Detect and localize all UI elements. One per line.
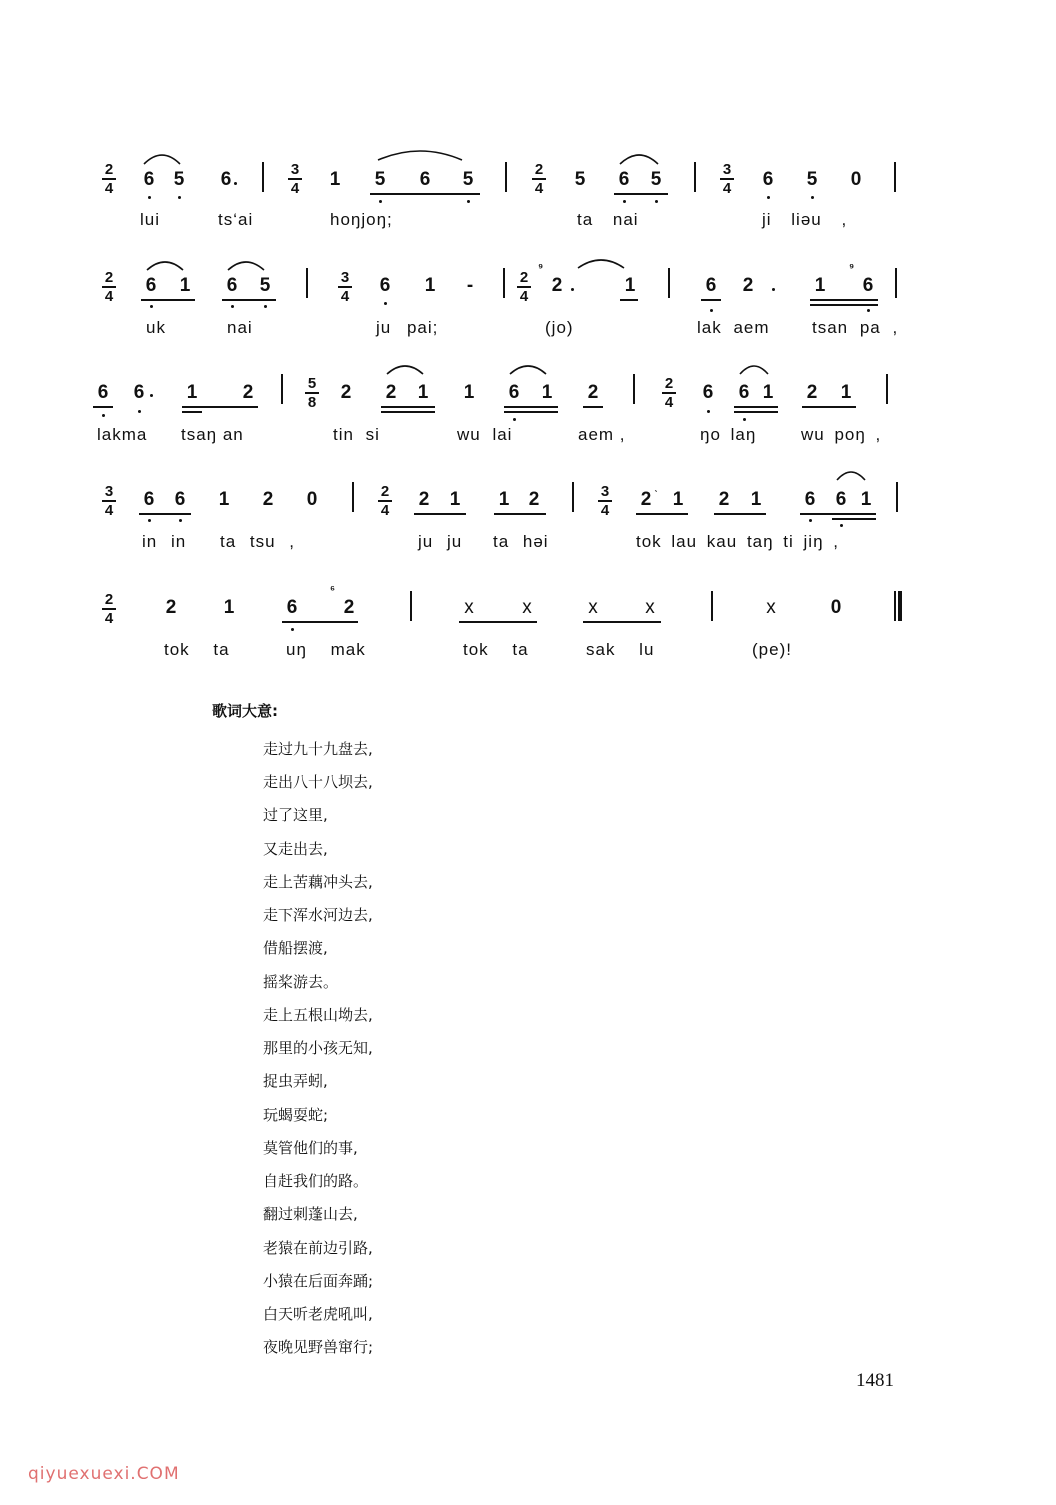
note: 5: [259, 275, 271, 296]
meaning-line: 过了这里,: [263, 806, 328, 824]
slur: [376, 148, 464, 162]
barline: [306, 268, 308, 298]
low-dot: [150, 305, 153, 308]
slur: [508, 362, 548, 376]
lyric: in in: [142, 532, 187, 551]
note: 1: [541, 382, 553, 403]
low-dot: [811, 196, 814, 199]
note: 5: [374, 169, 386, 190]
barline: [886, 374, 888, 404]
underline: [182, 411, 202, 413]
underline: [93, 406, 113, 408]
underline: [701, 299, 721, 301]
note: 6: [835, 489, 847, 510]
page-number: 1481: [856, 1370, 894, 1391]
note: 0: [850, 169, 862, 190]
slur: [385, 362, 425, 376]
note: 5: [173, 169, 185, 190]
final-barline-thin: [894, 591, 896, 621]
meaning-line: 借船摆渡,: [263, 939, 328, 957]
lyric: wu poŋ ,: [801, 425, 882, 444]
barline: [894, 162, 896, 192]
meaning-line: 白天听老虎吼叫,: [263, 1305, 373, 1323]
note: 6: [379, 275, 391, 296]
time-signature: 2 4: [100, 592, 118, 626]
meaning-line: 捉虫弄蚓,: [263, 1072, 328, 1090]
note: 2: [528, 489, 540, 510]
low-dot: [231, 305, 234, 308]
underline: [832, 518, 876, 520]
lyric: (pe)!: [752, 640, 792, 659]
note: 1: [814, 275, 826, 296]
meaning-line: 摇桨游去。: [263, 973, 339, 991]
low-dot: [102, 414, 105, 417]
underline: [636, 513, 688, 515]
lyric: tin si: [333, 425, 380, 444]
low-dot: [840, 524, 843, 527]
meaning-line: 小猿在后面奔踊;: [263, 1272, 374, 1290]
note: x: [645, 597, 655, 618]
lyric: lak aem: [697, 318, 770, 337]
augmentation-dot: [571, 288, 574, 291]
lyric: tok lau kau taŋ ti jiŋ ,: [636, 532, 839, 551]
low-dot: [809, 519, 812, 522]
underline: [504, 411, 558, 413]
note: 2: [551, 275, 563, 296]
underline: [282, 621, 358, 623]
time-signature: 3 4: [718, 162, 736, 196]
grace-note: ⁹: [538, 262, 544, 274]
lyric: aem ,: [578, 425, 626, 444]
note: 1: [860, 489, 872, 510]
lyric: tsaŋ an: [181, 425, 244, 444]
underline: [810, 304, 878, 306]
underline: [734, 406, 778, 408]
time-signature: 5 8: [303, 376, 321, 410]
slur: [142, 150, 182, 166]
underline: [494, 513, 546, 515]
time-signature: 2 4: [515, 270, 533, 304]
time-signature: 2 4: [530, 162, 548, 196]
time-signature: 2 4: [100, 162, 118, 196]
underline: [459, 621, 537, 623]
meaning-line: 走下浑水河边去,: [263, 906, 373, 924]
meaning-line: 又走出去,: [263, 840, 328, 858]
barline: [668, 268, 670, 298]
meaning-line: 那里的小孩无知,: [263, 1039, 373, 1057]
note: 1: [672, 489, 684, 510]
note: 1: [417, 382, 429, 403]
note: 1: [179, 275, 191, 296]
underline: [222, 299, 276, 301]
note: 2: [806, 382, 818, 403]
note: 5: [650, 169, 662, 190]
final-barline-thick: [898, 591, 902, 621]
note: 2: [640, 489, 652, 510]
underline: [614, 193, 668, 195]
lyric: wu lai: [457, 425, 513, 444]
lyric: (jo): [545, 318, 574, 337]
note: 6: [97, 382, 109, 403]
note: 1: [186, 382, 198, 403]
note: 1: [223, 597, 235, 618]
note: 1: [329, 169, 341, 190]
slur: [576, 256, 626, 270]
underline: [381, 406, 435, 408]
lyric: lui: [140, 210, 161, 229]
barline: [352, 482, 354, 512]
note: 6: [762, 169, 774, 190]
barline: [572, 482, 574, 512]
meaning-line: 自赶我们的路。: [263, 1172, 369, 1190]
lyric: ŋo laŋ: [700, 425, 757, 444]
note: 2: [340, 382, 352, 403]
low-dot: [710, 309, 713, 312]
time-signature: 3 4: [596, 484, 614, 518]
low-dot: [148, 196, 151, 199]
lyric: hoŋjoŋ;: [330, 210, 393, 229]
note: 6: [705, 275, 717, 296]
note: 6: [702, 382, 714, 403]
underline: [583, 406, 603, 408]
underline: [139, 513, 191, 515]
note: 1: [449, 489, 461, 510]
lyric: ju ju: [418, 532, 463, 551]
lyric: ta həi: [493, 532, 549, 551]
underline: [734, 411, 778, 413]
meaning-line: 翻过刺蓬山去,: [263, 1205, 358, 1223]
note: x: [522, 597, 532, 618]
grace-note: ⁹: [849, 262, 855, 274]
note: 1: [498, 489, 510, 510]
meaning-line: 走上五根山坳去,: [263, 1006, 373, 1024]
note: 1: [218, 489, 230, 510]
note: 6: [862, 275, 874, 296]
low-dot: [707, 410, 710, 413]
barline: [633, 374, 635, 404]
underline: [504, 406, 558, 408]
low-dot: [467, 200, 470, 203]
note: -: [466, 275, 474, 296]
lyric: tok ta: [164, 640, 230, 659]
note: 5: [462, 169, 474, 190]
lyric: lakma: [97, 425, 148, 444]
note: 1: [840, 382, 852, 403]
barline: [281, 374, 283, 404]
note: 6: [220, 169, 232, 190]
grace-mark: ˋ: [654, 488, 658, 502]
time-signature: 3 4: [100, 484, 118, 518]
note: 2: [262, 489, 274, 510]
lyric: sak lu: [586, 640, 655, 659]
note: 2: [165, 597, 177, 618]
barline: [694, 162, 696, 192]
lyric: tok ta: [463, 640, 529, 659]
barline: [895, 268, 897, 298]
low-dot: [767, 196, 770, 199]
barline: [262, 162, 264, 192]
note: 6: [419, 169, 431, 190]
grace-note: ⁶: [330, 584, 336, 596]
low-dot: [178, 196, 181, 199]
underline: [810, 299, 878, 301]
barline: [505, 162, 507, 192]
time-signature: 2 4: [100, 270, 118, 304]
low-dot: [384, 302, 387, 305]
barline: [410, 591, 412, 621]
note: 2: [385, 382, 397, 403]
note: 2: [587, 382, 599, 403]
lyrics-meaning-title: 歌词大意:: [212, 702, 278, 720]
slur: [835, 468, 867, 482]
note: 0: [306, 489, 318, 510]
lyric: ts‘ai: [218, 210, 254, 229]
barline: [896, 482, 898, 512]
low-dot: [291, 628, 294, 631]
low-dot: [138, 410, 141, 413]
meaning-line: 莫管他们的事,: [263, 1139, 358, 1157]
note: 1: [624, 275, 636, 296]
underline: [370, 193, 480, 195]
underline: [381, 411, 435, 413]
meaning-line: 走过九十九盘去,: [263, 740, 373, 758]
lyric: ji liəu ,: [762, 210, 848, 229]
note: 6: [174, 489, 186, 510]
note: 6: [143, 169, 155, 190]
note: 6: [738, 382, 750, 403]
note: 6: [508, 382, 520, 403]
meaning-line: 走上苦藕冲头去,: [263, 873, 373, 891]
time-signature: 2 4: [376, 484, 394, 518]
meaning-line: 夜晚见野兽窜行;: [263, 1338, 374, 1356]
slur: [618, 150, 660, 166]
note: x: [588, 597, 598, 618]
underline: [620, 299, 638, 301]
augmentation-dot: [234, 182, 237, 185]
watermark: qiyuexuexi.COM: [28, 1464, 180, 1484]
low-dot: [655, 200, 658, 203]
note: 0: [830, 597, 842, 618]
slur: [145, 258, 185, 272]
low-dot: [148, 519, 151, 522]
low-dot: [379, 200, 382, 203]
lyric: uk: [146, 318, 166, 337]
note: 6: [804, 489, 816, 510]
meaning-line: 走出八十八坝去,: [263, 773, 373, 791]
note: 2: [718, 489, 730, 510]
note: 6: [133, 382, 145, 403]
underline: [802, 406, 856, 408]
note: 1: [424, 275, 436, 296]
note: 2: [343, 597, 355, 618]
note: 1: [750, 489, 762, 510]
note: 6: [286, 597, 298, 618]
lyric: ju pai;: [376, 318, 439, 337]
barline: [503, 268, 505, 298]
meaning-line: 玩蝎耍蛇;: [263, 1106, 329, 1124]
note: 6: [226, 275, 238, 296]
note: 1: [762, 382, 774, 403]
underline: [414, 513, 466, 515]
underline: [182, 406, 258, 408]
note: 2: [418, 489, 430, 510]
low-dot: [179, 519, 182, 522]
time-signature: 3 4: [286, 162, 304, 196]
augmentation-dot: [772, 288, 775, 291]
slur: [226, 258, 266, 272]
underline: [714, 513, 766, 515]
meaning-line: 老猿在前边引路,: [263, 1239, 373, 1257]
augmentation-dot: [150, 394, 153, 397]
lyric: uŋ mak: [286, 640, 366, 659]
note: 5: [574, 169, 586, 190]
underline: [800, 513, 876, 515]
note: 6: [143, 489, 155, 510]
slur: [738, 362, 770, 376]
low-dot: [264, 305, 267, 308]
barline: [711, 591, 713, 621]
low-dot: [743, 418, 746, 421]
lyric: nai: [227, 318, 253, 337]
low-dot: [513, 418, 516, 421]
time-signature: 2 4: [660, 376, 678, 410]
note: 2: [742, 275, 754, 296]
underline: [141, 299, 195, 301]
low-dot: [623, 200, 626, 203]
lyric: ta nai: [577, 210, 639, 229]
lyric: ta tsu ,: [220, 532, 296, 551]
note: 1: [463, 382, 475, 403]
underline: [583, 621, 661, 623]
note: 6: [145, 275, 157, 296]
note: 2: [242, 382, 254, 403]
note: x: [766, 597, 776, 618]
note: 6: [618, 169, 630, 190]
note: 5: [806, 169, 818, 190]
low-dot: [867, 309, 870, 312]
time-signature: 3 4: [336, 270, 354, 304]
note: x: [464, 597, 474, 618]
lyric: tsan pa ,: [812, 318, 899, 337]
